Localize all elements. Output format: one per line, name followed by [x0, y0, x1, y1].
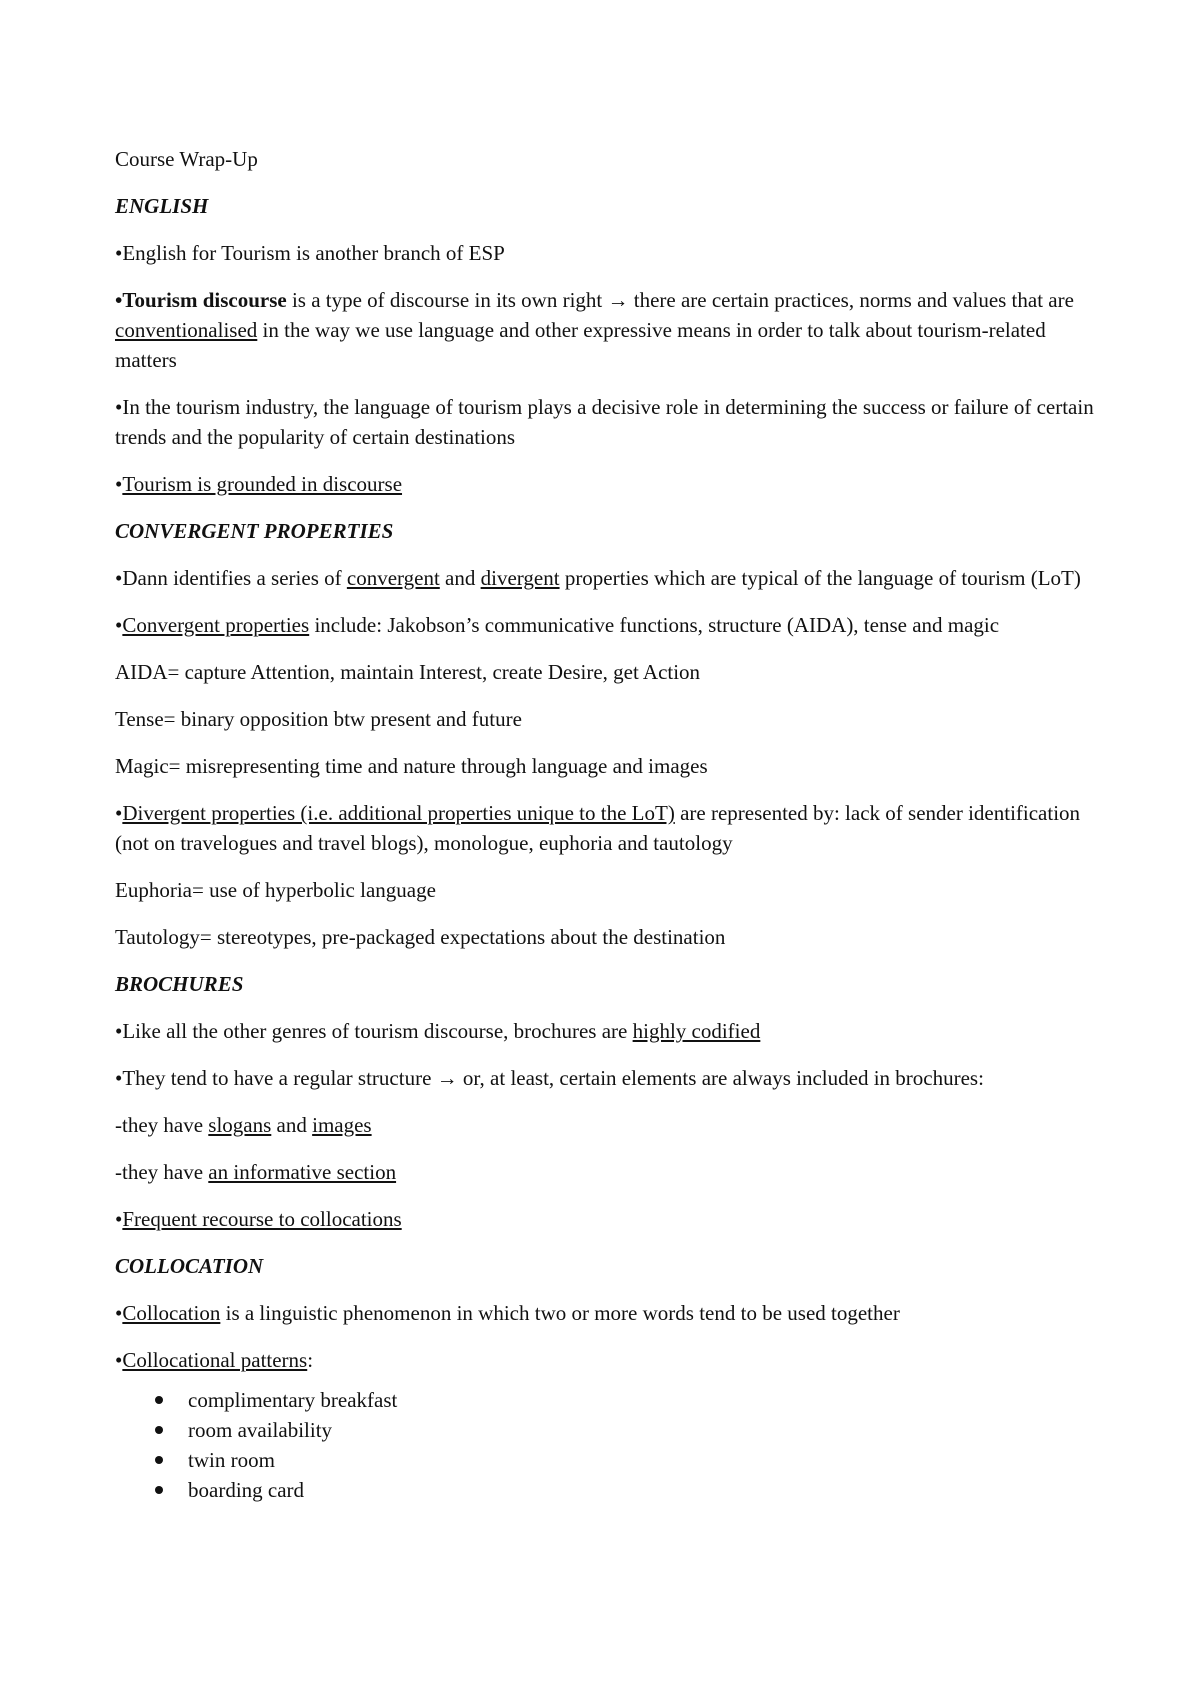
underlined-term: Collocation	[122, 1301, 221, 1325]
definition-euphoria: Euphoria= use of hyperbolic language	[115, 878, 436, 902]
underlined-term: an informative section	[208, 1160, 397, 1184]
list-item	[155, 1445, 1105, 1475]
section-heading-collocation: COLLOCATION	[115, 1254, 264, 1278]
underlined-term: Collocational patterns	[122, 1348, 308, 1372]
paragraph	[115, 1157, 1105, 1187]
bullet-dot-icon	[155, 1456, 163, 1464]
list-item	[155, 1415, 1105, 1445]
bullet-dot-icon	[155, 1486, 163, 1494]
bullet-glyph: •	[115, 1301, 123, 1325]
definition-aida: AIDA= capture Attention, maintain Interest, create Desire, get Action	[115, 660, 701, 684]
paragraph: •They tend to have a regular structure → or, at least, certain elements are always included in brochures:	[115, 1066, 984, 1090]
text-run: in the way we use language and other expressive means in order to talk about tourism-related matters	[115, 318, 1046, 372]
bullet-glyph: •	[115, 1348, 123, 1372]
paragraph	[115, 285, 1105, 375]
section-heading-convergent-properties: CONVERGENT PROPERTIES	[115, 519, 394, 543]
bullet-glyph: •	[115, 1207, 123, 1231]
bullet-dot-icon	[155, 1426, 163, 1434]
text-run: and	[439, 566, 481, 590]
list-item-text: boarding card	[188, 1478, 305, 1502]
paragraph	[115, 798, 1105, 858]
list-item	[155, 1385, 1105, 1415]
paragraph	[115, 1298, 1105, 1328]
text-run: •Dann identifies a series of	[115, 566, 347, 590]
underlined-term: images	[312, 1113, 372, 1137]
paragraph	[115, 1204, 1105, 1234]
text-run: include: Jakobson’s communicative functions, structure (AIDA), tense and magic	[309, 613, 1000, 637]
underlined-term: Convergent properties	[122, 613, 310, 637]
text-run: and	[271, 1113, 313, 1137]
collocation-list	[115, 1385, 1105, 1505]
document-page	[115, 144, 1105, 1505]
bold-term: Tourism discourse	[122, 288, 287, 312]
underlined-term: Tourism is grounded in discourse	[122, 472, 403, 496]
section-heading-brochures: BROCHURES	[115, 972, 244, 996]
text-run: -they have	[115, 1113, 209, 1137]
paragraph	[115, 1110, 1105, 1140]
document-title: Course Wrap-Up	[115, 147, 258, 171]
list-item	[155, 1475, 1105, 1505]
definition-magic: Magic= misrepresenting time and nature through language and images	[115, 754, 708, 778]
underlined-term: convergent	[346, 566, 440, 590]
underlined-term: divergent	[480, 566, 560, 590]
list-item-text: room availability	[188, 1418, 333, 1442]
underlined-term: Frequent recourse to collocations	[122, 1207, 402, 1231]
bullet-glyph: •	[115, 288, 123, 312]
section-heading-english: ENGLISH	[115, 194, 209, 218]
text-run: is a linguistic phenomenon in which two or more words tend to be used together	[220, 1301, 900, 1325]
list-item-text: twin room	[188, 1448, 275, 1472]
list-item-text: complimentary breakfast	[188, 1388, 398, 1412]
bullet-glyph: •	[115, 801, 123, 825]
text-run: -they have	[115, 1160, 209, 1184]
text-run: is a type of discourse in its own right → there are certain practices, norms and values that are	[286, 288, 1074, 312]
paragraph	[115, 1345, 1105, 1375]
text-run: :	[307, 1348, 314, 1372]
underlined-term: slogans	[208, 1113, 272, 1137]
paragraph: •In the tourism industry, the language of tourism plays a decisive role in determining the success or failure of certain trends and the popularity of certain destinations	[115, 395, 1094, 449]
definition-tautology: Tautology= stereotypes, pre-packaged expectations about the destination	[115, 925, 726, 949]
bullet-dot-icon	[155, 1396, 163, 1404]
underlined-term: highly codified	[632, 1019, 761, 1043]
paragraph	[115, 563, 1105, 593]
definition-tense: Tense= binary opposition btw present and future	[115, 707, 522, 731]
paragraph	[115, 469, 1105, 499]
bullet-glyph: •	[115, 472, 123, 496]
text-run: are represented by: lack of sender identification (not on travelogues and travel blogs), monologue, euphoria and tautology	[115, 801, 1081, 855]
underlined-term: Divergent properties (i.e. additional properties unique to the LoT)	[122, 801, 675, 825]
text-run: properties which are typical of the language of tourism (LoT)	[559, 566, 1081, 590]
paragraph: •English for Tourism is another branch of ESP	[115, 241, 505, 265]
paragraph	[115, 1016, 1105, 1046]
underlined-term: conventionalised	[115, 318, 258, 342]
text-run: •Like all the other genres of tourism discourse, brochures are	[115, 1019, 633, 1043]
bullet-glyph: •	[115, 613, 123, 637]
paragraph	[115, 610, 1105, 640]
